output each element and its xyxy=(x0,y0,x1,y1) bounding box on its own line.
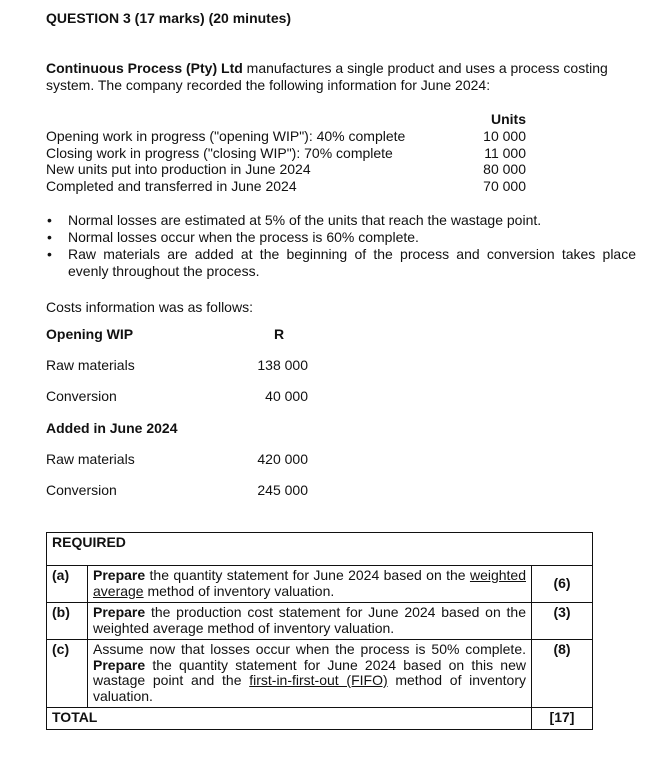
required-item-text xyxy=(88,566,532,603)
required-item-text-part: the production cost statement for June 2024 based on the weighted average method of inventory valuation. xyxy=(93,604,526,636)
units-row-label: Completed and transferred in June 2024 xyxy=(46,177,297,194)
required-item-marks: (6) xyxy=(532,566,593,603)
cost-row-value: 138 000 xyxy=(257,357,308,373)
intro-paragraph xyxy=(46,60,636,94)
required-item-label: (c) xyxy=(47,640,88,708)
cost-row-value: 245 000 xyxy=(257,482,308,498)
bullet-icon: • xyxy=(47,212,52,228)
required-item-text-part: Assume now that losses occur when the process is 50% complete. xyxy=(93,641,526,657)
cost-row-label: Raw materials xyxy=(46,451,135,467)
table-row xyxy=(47,566,593,603)
table-row xyxy=(46,178,526,195)
table-row xyxy=(47,603,593,640)
table-row xyxy=(47,640,593,708)
cost-row-label: Conversion xyxy=(46,388,117,404)
required-item-text-part: method of inventory valuation. xyxy=(93,672,526,704)
opening-wip-heading: Opening WIP xyxy=(46,326,134,342)
units-row-value: 11 000 xyxy=(484,144,526,161)
table-row xyxy=(47,533,593,566)
total-label: TOTAL xyxy=(47,708,532,730)
cost-row-label: Conversion xyxy=(46,482,117,498)
required-item-text xyxy=(88,603,532,640)
required-item-bold: Prepare xyxy=(93,656,146,673)
cost-row-value: 40 000 xyxy=(265,388,308,404)
list-item-text: Raw materials are added at the beginning of the process and conversion takes place evenly throughout the process. xyxy=(68,246,636,279)
currency-header: R xyxy=(274,326,285,342)
list-item-text: Normal losses occur when the process is 60% complete. xyxy=(68,229,419,245)
table-row xyxy=(46,145,526,162)
list-item xyxy=(46,246,636,280)
units-row-value: 10 000 xyxy=(483,128,526,144)
units-row-label: Opening work in progress ("opening WIP"): 40% complete xyxy=(46,128,406,144)
required-item-underlined: weighted average xyxy=(93,567,526,599)
units-header: Units xyxy=(491,111,526,127)
added-heading: Added in June 2024 xyxy=(46,420,178,436)
required-item-label: (a) xyxy=(47,566,88,603)
units-table xyxy=(46,111,526,194)
cost-row-value: 420 000 xyxy=(257,451,308,467)
list-item xyxy=(46,229,636,246)
bullet-icon: • xyxy=(47,229,52,245)
required-item-text xyxy=(88,640,532,708)
required-item-marks: (3) xyxy=(532,603,593,640)
company-name: Continuous Process (Pty) Ltd xyxy=(46,60,243,76)
required-item-marks: (8) xyxy=(532,640,593,708)
costs-intro: Costs information was as follows: xyxy=(46,299,253,315)
units-row-label: New units put into production in June 2024 xyxy=(46,161,311,177)
question-title: QUESTION 3 (17 marks) (20 minutes) xyxy=(46,10,292,26)
units-row-value: 70 000 xyxy=(483,177,526,194)
table-row xyxy=(46,161,526,178)
required-item-text-part: the quantity statement for June 2024 based on this new wastage point and the xyxy=(93,656,526,688)
required-table xyxy=(46,532,593,730)
cost-row-label: Raw materials xyxy=(46,357,135,373)
required-item-text-part: the quantity statement for June 2024 based on the xyxy=(145,567,470,583)
required-item-text-part: method of inventory valuation. xyxy=(143,582,335,599)
list-item-text: Normal losses are estimated at 5% of the units that reach the wastage point. xyxy=(68,212,542,228)
list-item xyxy=(46,212,636,229)
bullet-icon: • xyxy=(47,246,52,262)
units-row-value: 80 000 xyxy=(483,161,526,177)
required-heading: REQUIRED xyxy=(47,533,593,566)
required-item-label: (b) xyxy=(47,603,88,640)
total-marks: [17] xyxy=(532,708,593,730)
required-item-underlined: first-in-first-out (FIFO) xyxy=(249,672,388,688)
required-item-bold: Prepare xyxy=(93,604,146,620)
table-row xyxy=(47,708,593,730)
required-item-bold: Prepare xyxy=(93,567,146,583)
table-row xyxy=(46,128,526,145)
assumptions-list xyxy=(46,212,636,280)
intro-text: manufactures a single product and uses a process costing system. The company recorded the following information for June 2024: xyxy=(46,60,608,93)
units-row-label: Closing work in progress ("closing WIP"): 70% complete xyxy=(46,144,393,161)
